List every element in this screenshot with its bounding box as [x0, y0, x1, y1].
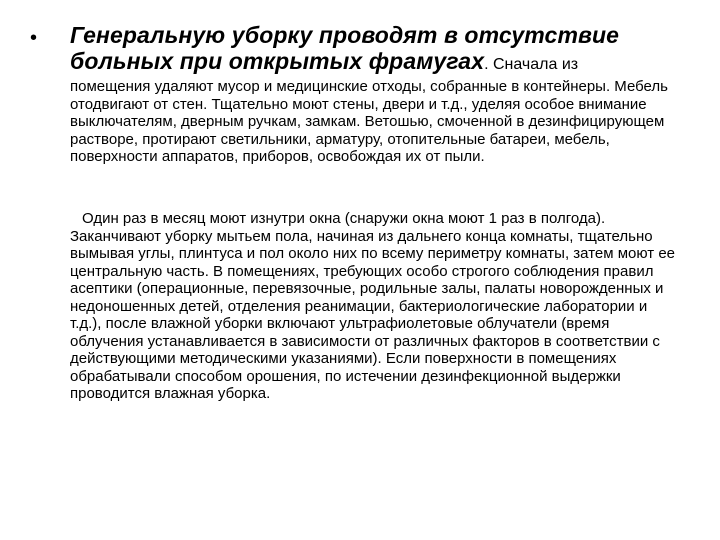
lead-text: . Сначала из: [484, 56, 579, 73]
bullet-icon: •: [30, 27, 38, 49]
slide-heading: Генеральную уборку проводят в отсутствие больных при открытых фрамугах: [70, 22, 620, 74]
bullet-item: [30, 22, 690, 166]
paragraph-1: помещения удаляют мусор и медицинские отходы, собранные в контейнеры. Мебель отодвигают от стен. Тщательно моют стены, двери и т.д., уделяя особое внимание выключателям, дверным ручкам, замкам. Ветошью, смоченной в дезинфицирующем растворе, протирают светильники, арматуру, отопительные батареи, мебель, поверхности аппаратов, приборов, освобождая их от пыли.: [70, 78, 668, 165]
paragraph-2: Один раз в месяц моют изнутри окна (снаружи окна моют 1 раз в полгода). Заканчивают уборку мытьем пола, начиная из дальнего конца комнаты, тщательно вымывая углы, плинтуса и пол около них по всему периметру комнаты, затем моют ее центральную часть. В помещениях, требующих особо строгого соблюдения правил асептики (операционные, перевязочные, родильные залы, палаты новорожденных и недоношенных детей, отделения реанимации, бактериологические лаборатории и т.д.), после влажной уборки включают ультрафиолетовые облучатели (время облучения устанавливается в зависимости от различных факторов в соответствии с действующими методическими указаниями). Если поверхности в помещениях обрабатывали способом орошения, по истечении дезинфекционной выдержки проводится влажная уборка.: [70, 210, 676, 402]
bullet-text: [70, 22, 690, 166]
